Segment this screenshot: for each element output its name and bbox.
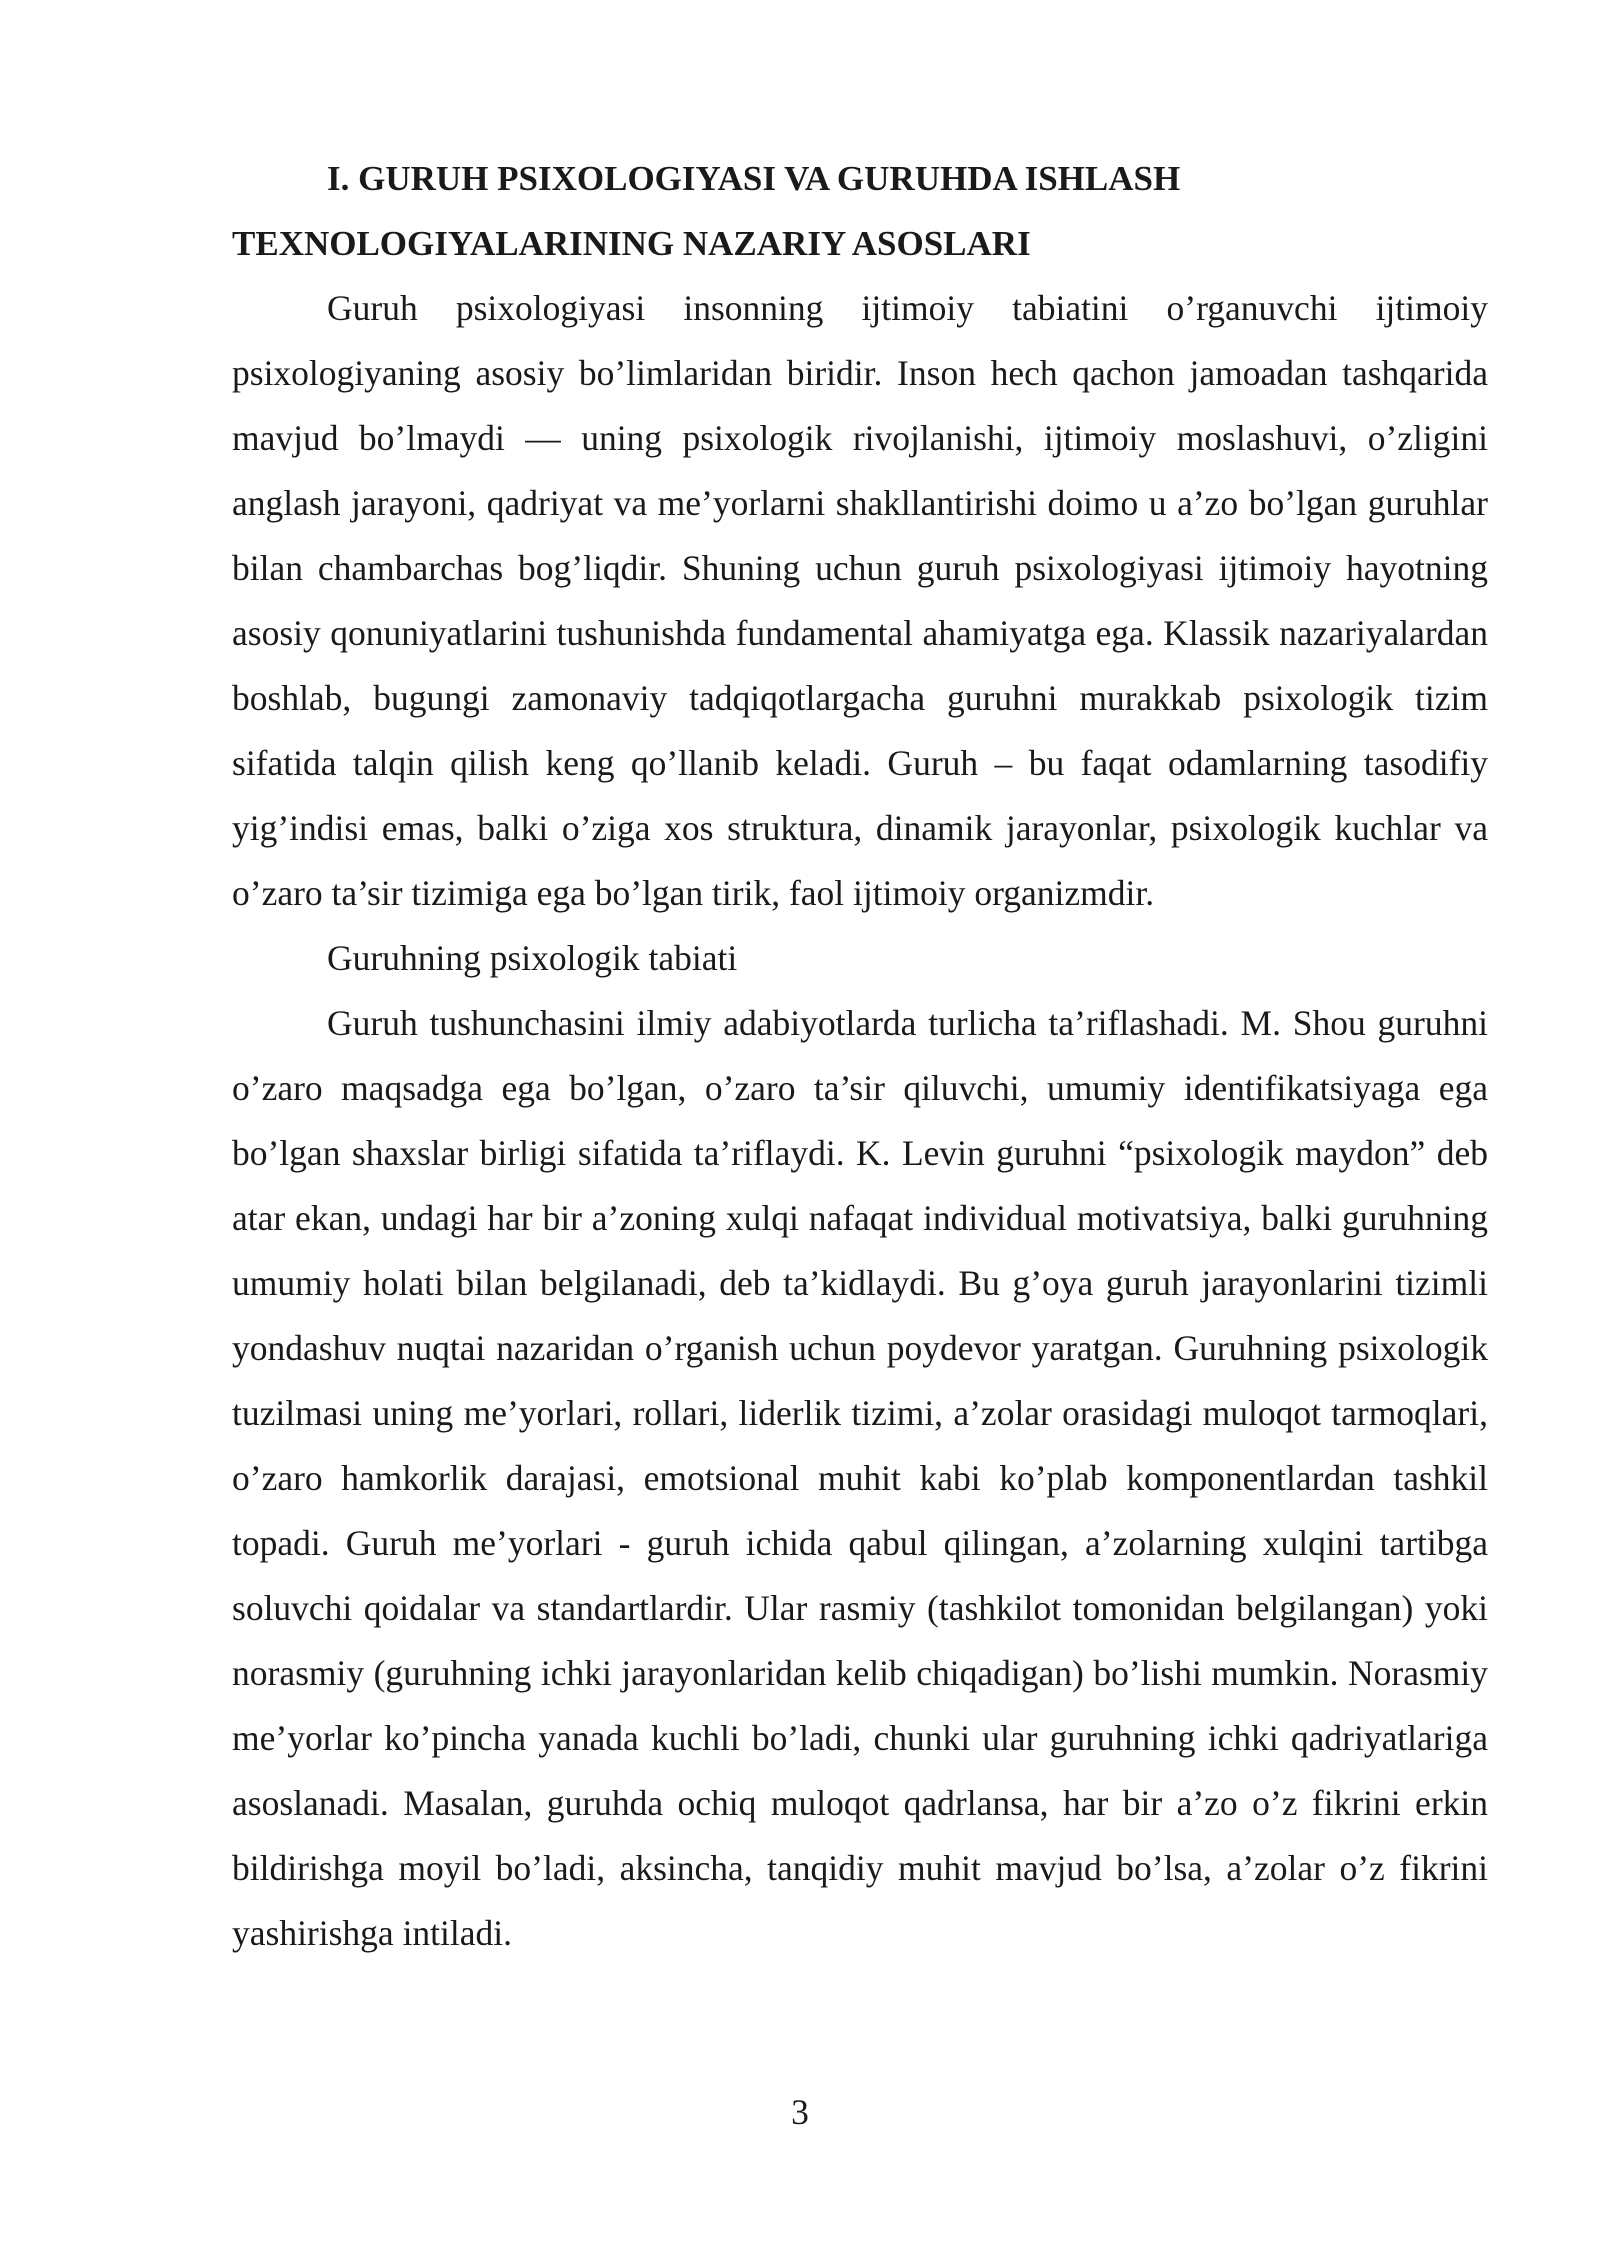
body-paragraph: Guruh tushunchasini ilmiy adabiyotlarda turlicha ta’riflashadi. M. Shou guruhni o’zaro maqsadga ega bo’lgan, o’zaro ta’sir qiluvchi, umumiy identifikatsiyaga ega bo’lgan shaxslar birligi sifatida ta’riflaydi. K. Levin guruhni “psixologik maydon” deb atar ekan, undagi har bir a’zoning xulqi nafaqat individual motivatsiya, balki guruhning umumiy holati bilan belgilanadi, deb ta’kidlaydi. Bu g’oya guruh jarayonlarini tizimli yondashuv nuqtai nazaridan o’rganish uchun poydevor yaratgan. Guruhning psixologik tuzilmasi uning me’yorlari, rollari, liderlik tizimi, a’zolar orasidagi muloqot tarmoqlari, o’zaro hamkorlik darajasi, emotsional muhit kabi ko’plab komponentlardan tashkil topadi. Guruh me’yorlari - guruh ichida qabul qilingan, a’zolarning xulqini tartibga soluvchi qoidalar va standartlardir. Ular rasmiy (tashkilot tomonidan belgilangan) yoki norasmiy (guruhning ichki jarayonlaridan kelib chiqadigan) bo’lishi mumkin. Norasmiy me’yorlar ko’pincha yanada kuchli bo’ladi, chunki ular guruhning ichki qadriyatlariga asoslanadi. Masalan, guruhda ochiq muloqot qadrlansa, har bir a’zo o’z fikrini erkin bildirishga moyil bo’ladi, aksincha, tanqidiy muhit mavjud bo’lsa, a’zolar o’z fikrini yashirishga intiladi. (232, 1003, 1488, 1953)
section-subheading: Guruhning psixologik tabiati (327, 938, 738, 978)
chapter-heading: I. GURUH PSIXOLOGIYASI VA GURUHDA ISHLASH TEXNOLOGIYALARINING NAZARIY ASOSLARI (232, 159, 1181, 263)
page-number: 3 (791, 2092, 809, 2132)
document-body (232, 146, 1488, 1966)
intro-paragraph: Guruh psixologiyasi insonning ijtimoiy tabiatini o’rganuvchi ijtimoiy psixologiyaning asosiy bo’limlaridan biridir. Inson hech qachon jamoadan tashqarida mavjud bo’lmaydi — uning psixologik rivojlanishi, ijtimoiy moslashuvi, o’zligini anglash jarayoni, qadriyat va me’yorlarni shakllantirishi doimo u a’zo bo’lgan guruhlar bilan chambarchas bog’liqdir. Shuning uchun guruh psixologiyasi ijtimoiy hayotning asosiy qonuniyatlarini tushunishda fundamental ahamiyatga ega. Klassik nazariyalardan boshlab, bugungi zamonaviy tadqiqotlargacha guruhni murakkab psixologik tizim sifatida talqin qilish keng qo’llanib keladi. Guruh – bu faqat odamlarning tasodifiy yig’indisi emas, balki o’ziga xos struktura, dinamik jarayonlar, psixologik kuchlar va o’zaro ta’sir tizimiga ega bo’lgan tirik, faol ijtimoiy organizmdir. (232, 288, 1488, 913)
